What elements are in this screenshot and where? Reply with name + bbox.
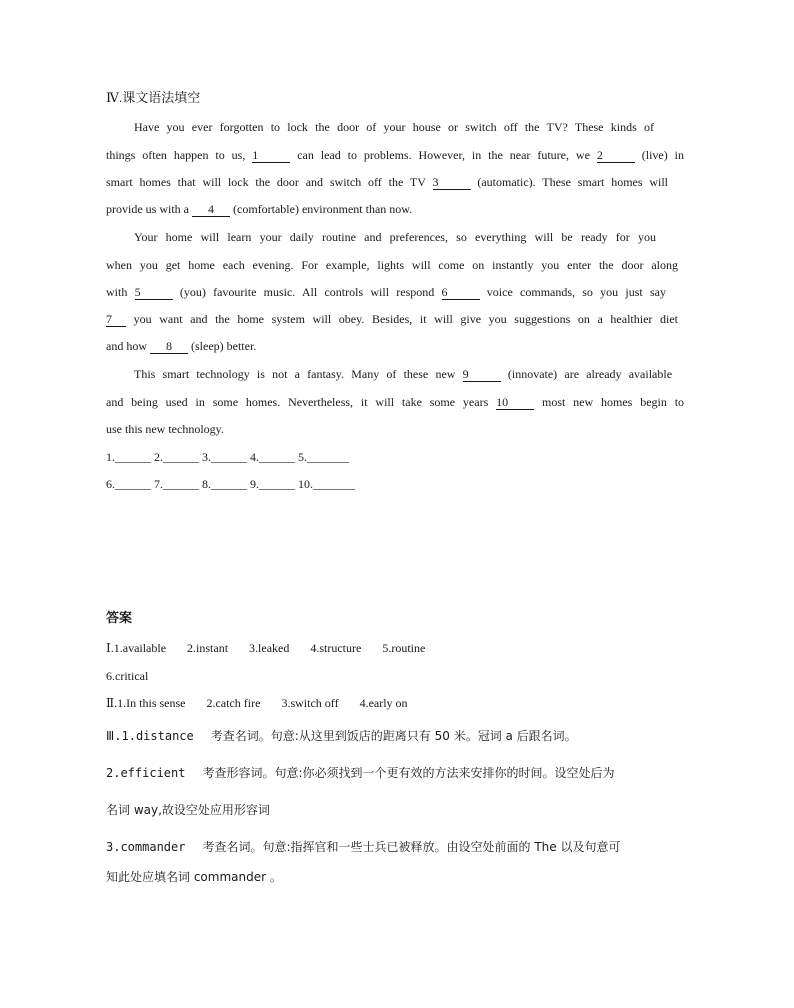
answers-part2: Ⅱ.1.In this sense 2.catch fire 3.switch off 4.early on	[106, 696, 408, 710]
blank-5: 5	[135, 286, 173, 300]
answers-part3-item-3: 3.commander 考查名词。句意:指挥官和一些士兵已被释放。由设空处前面的 The 以及句意可	[106, 840, 621, 854]
passage-line: This smart technology is not a fantasy. Many of these new 9 (innovate) are already available	[134, 367, 673, 381]
passage-line: with 5 (you) favourite music. All controls will respond 6 voice commands, so you just say	[106, 285, 667, 299]
blank-2: 2	[597, 149, 635, 163]
passage-line: things often happen to us, 1 can lead to problems. However, in the near future, we 2 (live) in	[106, 148, 684, 162]
answer-slots-row-2: 6.______ 7.______ 8.______ 9.______ 10._______	[106, 477, 355, 491]
answer-slots-row-1: 1.______ 2.______ 3.______ 4.______ 5._______	[106, 450, 349, 464]
passage-line: use this new technology.	[106, 422, 224, 436]
blank-8: 8	[150, 340, 188, 354]
blank-1: 1	[252, 149, 290, 163]
passage-line: smart homes that will lock the door and switch off the TV 3 (automatic). These smart homes will	[106, 175, 669, 189]
section-heading: Ⅳ.课文语法填空	[106, 90, 201, 105]
blank-7: 7	[106, 313, 126, 327]
blank-9: 9	[463, 368, 501, 382]
answers-part3-item-1: Ⅲ.1.distance 考查名词。句意:从这里到饭店的距离只有 50 米。冠词 a 后跟名词。	[106, 729, 577, 743]
answers-part3-item-3-cont: 知此处应填名词 commander 。	[106, 870, 282, 884]
passage-line: Have you ever forgotten to lock the door of your house or switch off the TV? These kinds of	[134, 120, 654, 134]
blank-4: 4	[192, 203, 230, 217]
answers-part3-item-2-cont: 名词 way,故设空处应用形容词	[106, 803, 270, 817]
answers-part1-row1: Ⅰ.1.available 2.instant 3.leaked 4.structure 5.routine	[106, 641, 426, 655]
passage-line: when you get home each evening. For example, lights will come on instantly you enter the door along	[106, 258, 678, 272]
passage-line: Your home will learn your daily routine and preferences, so everything will be ready for you	[134, 230, 656, 244]
passage-line: and how 8 (sleep) better.	[106, 339, 257, 353]
blank-10: 10	[496, 396, 534, 410]
answers-part1-row2: 6.critical	[106, 669, 149, 683]
answers-part3-item-2: 2.efficient 考查形容词。句意:你必须找到一个更有效的方法来安排你的时间。设空处后为	[106, 766, 615, 780]
passage-line: 7 you want and the home system will obey. Besides, it will give you suggestions on a healthier diet	[106, 312, 678, 326]
blank-3: 3	[433, 176, 471, 190]
passage-line: and being used in some homes. Nevertheless, it will take some years 10 most new homes begin to	[106, 395, 685, 409]
blank-6: 6	[442, 286, 480, 300]
passage-line: provide us with a 4 (comfortable) environment than now.	[106, 202, 413, 216]
answers-title: 答案	[106, 611, 133, 626]
